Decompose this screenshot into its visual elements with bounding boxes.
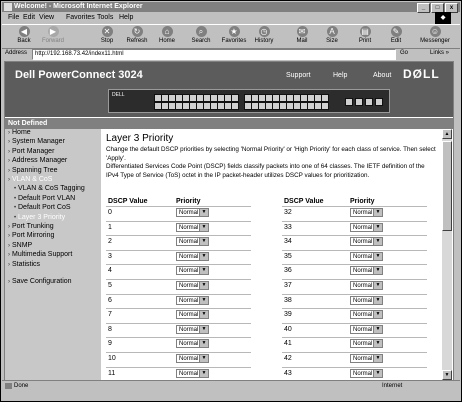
priority-select-value: Normal <box>179 370 199 377</box>
menu-edit[interactable]: Edit <box>23 14 36 21</box>
toolbar <box>2 24 460 49</box>
row-divider <box>106 221 251 222</box>
sidebar-item-label: Layer 3 Priority <box>18 213 66 221</box>
toolbar-stop-label: Stop <box>100 38 114 44</box>
address-label: Address <box>5 50 28 56</box>
priority-select-dscp-5[interactable] <box>176 281 209 290</box>
sidebar-item-label: Home <box>12 129 31 136</box>
priority-select-dscp-3[interactable] <box>176 252 209 261</box>
toolbar-edit-label: Edit <box>390 38 402 44</box>
sidebar-item-label: Default Port CoS <box>18 204 71 212</box>
menu-favorites[interactable]: Favorites <box>66 14 95 21</box>
toolbar-print-button[interactable] <box>348 26 382 44</box>
priority-select-dscp-39[interactable] <box>350 310 383 319</box>
sidebar-item-label: Save Configuration <box>12 278 72 285</box>
row-divider <box>282 323 427 324</box>
description-paragraph: Differentiated Services Code Point (DSCP) fields classify packets into one of 64 classes. The IETF definition of the IPv4 Type of Service (ToS) octet in the IP packet-header utilizes DSCP values for prioritization. <box>106 163 425 179</box>
row-divider <box>106 264 251 265</box>
row-divider <box>282 352 427 353</box>
toolbar-refresh-button[interactable] <box>120 26 154 44</box>
priority-select-value: Normal <box>353 341 373 348</box>
dscp-value: 7 <box>108 311 112 319</box>
dell-header <box>5 62 453 117</box>
toolbar-print-label: Print <box>358 38 372 44</box>
sidebar-item-label: Spanning Tree <box>12 166 58 174</box>
priority-select-value: Normal <box>179 341 199 348</box>
sidebar-item-vlan-cos[interactable] <box>8 176 52 183</box>
toolbar-favorites-label: Favorites <box>221 38 247 44</box>
chevron-down-icon[interactable]: ▼ <box>199 253 208 260</box>
priority-select-value: Normal <box>353 370 373 377</box>
sidebar-nav <box>5 129 101 380</box>
row-divider <box>106 323 251 324</box>
priority-select-value: Normal <box>353 239 373 246</box>
priority-select-value: Normal <box>179 253 199 260</box>
chevron-down-icon[interactable]: ▼ <box>373 282 382 289</box>
priority-select-dscp-35[interactable] <box>350 252 383 261</box>
sidebar-item-port-manager[interactable] <box>8 148 54 155</box>
priority-select-value: Normal <box>353 224 373 231</box>
edit-icon: ✎ <box>391 26 402 37</box>
dell-logo: DØLL <box>403 67 440 81</box>
toolbar-refresh-label: Refresh <box>126 38 148 44</box>
toolbar-back-label: Back <box>17 38 31 44</box>
priority-select-dscp-1[interactable] <box>176 223 209 232</box>
print-icon: ▤ <box>361 27 369 36</box>
chevron-down-icon[interactable]: ▼ <box>373 238 382 245</box>
chevron-down-icon[interactable]: ▼ <box>373 355 382 362</box>
toolbar-messenger-button[interactable] <box>418 26 452 44</box>
row-divider <box>282 206 427 207</box>
row-divider <box>282 235 427 236</box>
chevron-down-icon[interactable]: ▼ <box>199 340 208 347</box>
refresh-icon: ↻ <box>132 26 143 37</box>
bullet-icon: • <box>14 195 17 202</box>
switch-port <box>231 94 239 102</box>
sidebar-item-label: Multimedia Support <box>12 251 73 259</box>
toolbar-history-label: History <box>254 38 274 44</box>
sidebar-item-save-configuration[interactable] <box>8 278 72 285</box>
sidebar-item-snmp[interactable] <box>8 242 32 249</box>
sidebar-item-statistics[interactable] <box>8 261 40 268</box>
uplink-port <box>345 98 353 106</box>
nav-support-link[interactable]: Support <box>286 72 311 79</box>
search-icon: ⌕ <box>196 26 207 37</box>
priority-select-dscp-40[interactable] <box>350 325 383 334</box>
toolbar-messenger-label: Messenger <box>420 38 450 44</box>
minimize-button[interactable]: _ <box>417 3 430 13</box>
row-divider <box>282 221 427 222</box>
sidebar-item-address-manager[interactable] <box>8 157 67 164</box>
address-bar <box>2 48 460 60</box>
uplink-port <box>365 98 373 106</box>
page-title: Layer 3 Priority <box>106 133 174 144</box>
main-content <box>106 129 440 380</box>
sidebar-item-system-manager[interactable] <box>8 138 65 145</box>
priority-select-value: Normal <box>353 253 373 260</box>
priority-select-dscp-11[interactable] <box>176 369 209 378</box>
chevron-icon: › <box>8 233 10 240</box>
home-icon: ⌂ <box>162 26 173 37</box>
nav-about-link[interactable]: About <box>373 72 392 79</box>
chevron-down-icon[interactable]: ▼ <box>199 355 208 362</box>
chevron-down-icon[interactable]: ▼ <box>373 340 382 347</box>
priority-select-dscp-10[interactable] <box>176 354 209 363</box>
priority-select-value: Normal <box>353 326 373 333</box>
sidebar-item-default-port-vlan[interactable] <box>14 195 75 202</box>
forward-arrow-icon: ▶ <box>48 26 59 37</box>
priority-select-dscp-4[interactable] <box>176 266 209 275</box>
security-zone-label: Internet <box>382 383 403 389</box>
bullet-icon: • <box>14 214 17 221</box>
scroll-up-icon[interactable]: ▲ <box>442 129 452 139</box>
priority-select-value: Normal <box>353 297 373 304</box>
priority-column-header-right: Priority <box>350 198 375 205</box>
dscp-value: 38 <box>284 296 292 304</box>
menu-view[interactable]: View <box>39 14 55 21</box>
chevron-icon: › <box>8 177 10 183</box>
sidebar-item-port-trunking[interactable] <box>8 223 54 230</box>
priority-select-value: Normal <box>179 239 199 246</box>
priority-select-dscp-43[interactable] <box>350 369 383 378</box>
switch-port <box>321 102 329 110</box>
dscp-value: 1 <box>108 223 112 231</box>
priority-select-dscp-38[interactable] <box>350 296 383 305</box>
row-divider <box>282 279 427 280</box>
description-paragraph: Change the default DSCP priorities by selecting 'Normal Priority' or 'High Priority' for each class of service. Then select 'Apply'. <box>106 146 436 162</box>
dscp-value: 33 <box>284 223 292 231</box>
dscp-value: 35 <box>284 252 292 260</box>
priority-select-dscp-36[interactable] <box>350 266 383 275</box>
maximize-button[interactable]: □ <box>431 3 444 13</box>
toolbar-mail-label: Mail <box>296 38 308 44</box>
toolbar-forward-button[interactable] <box>36 26 70 44</box>
product-title: Dell PowerConnect 3024 <box>15 69 143 81</box>
row-divider <box>106 206 251 207</box>
chevron-icon: › <box>8 158 10 165</box>
menu-bar <box>2 13 460 23</box>
toolbar-forward-label: Forward <box>41 38 64 44</box>
priority-select-value: Normal <box>179 224 199 231</box>
priority-select-value: Normal <box>179 312 199 319</box>
history-icon: ◷ <box>259 26 270 37</box>
row-divider <box>106 308 251 309</box>
dscp-value: 6 <box>108 296 112 304</box>
sidebar-item-label: Port Trunking <box>12 223 54 230</box>
address-input[interactable]: http://192.168.73.42/index11.html <box>32 49 396 60</box>
system-status-bar: Not Defined <box>5 118 453 129</box>
switch-port <box>231 102 239 110</box>
window-title: Welcome! - Microsoft Internet Explorer <box>14 3 143 10</box>
priority-select-value: Normal <box>353 312 373 319</box>
sidebar-item-label: SNMP <box>12 241 33 249</box>
chevron-icon: › <box>8 279 10 285</box>
chevron-icon: › <box>8 224 10 230</box>
chevron-down-icon[interactable]: ▼ <box>373 370 382 377</box>
sidebar-item-multimedia-support[interactable] <box>8 251 72 258</box>
scroll-thumb[interactable] <box>442 141 452 231</box>
chevron-down-icon[interactable]: ▼ <box>373 224 382 231</box>
priority-select-dscp-9[interactable] <box>176 339 209 348</box>
dscp-value: 42 <box>284 355 292 362</box>
bullet-icon: • <box>14 205 17 212</box>
priority-select-dscp-6[interactable] <box>176 296 209 305</box>
row-divider <box>106 279 251 280</box>
go-button[interactable]: Go <box>400 50 409 56</box>
toolbar-mail-button[interactable] <box>285 26 319 44</box>
dscp-value: 34 <box>284 238 292 246</box>
toolbar-home-button[interactable] <box>150 26 184 44</box>
chevron-down-icon[interactable]: ▼ <box>199 238 208 245</box>
dscp-column-header-right: DSCP Value <box>284 198 324 205</box>
toolbar-search-button[interactable] <box>184 26 218 44</box>
sidebar-item-label: Default Port VLAN <box>18 194 76 202</box>
web-page <box>4 61 454 381</box>
priority-select-dscp-8[interactable] <box>176 325 209 334</box>
windows-logo-icon: ◆ <box>435 12 451 24</box>
dscp-value: 41 <box>284 340 292 348</box>
row-divider <box>106 294 251 295</box>
stop-icon: ✕ <box>102 26 113 37</box>
priority-select-dscp-32[interactable] <box>350 208 383 217</box>
row-divider <box>106 235 251 236</box>
toolbar-size-label: Size <box>326 38 338 44</box>
priority-select-dscp-41[interactable] <box>350 339 383 348</box>
messenger-icon: ☺ <box>430 27 440 36</box>
toolbar-size-button[interactable] <box>315 26 349 44</box>
switch-panel-image <box>108 89 390 113</box>
chevron-down-icon[interactable]: ▼ <box>373 253 382 260</box>
status-text: Done <box>14 383 29 389</box>
priority-select-dscp-7[interactable] <box>176 310 209 319</box>
sidebar-item-label: System Manager <box>12 138 65 146</box>
chevron-icon: › <box>8 252 10 259</box>
sidebar-item-label: Address Manager <box>12 157 68 165</box>
row-divider <box>106 352 251 353</box>
row-divider <box>106 367 251 368</box>
priority-select-dscp-2[interactable] <box>176 237 209 246</box>
dscp-value: 32 <box>284 209 292 216</box>
sidebar-item-label: VLAN & CoS <box>12 176 53 183</box>
switch-port <box>321 94 329 102</box>
menu-file[interactable]: File <box>8 14 20 21</box>
toolbar-search-label: Search <box>191 38 211 44</box>
dscp-value: 4 <box>108 267 112 275</box>
dscp-value: 11 <box>108 369 116 377</box>
row-divider <box>282 294 427 295</box>
priority-select-dscp-0[interactable] <box>176 208 209 217</box>
chevron-down-icon[interactable]: ▼ <box>199 267 208 274</box>
sidebar-item-label: Statistics <box>12 260 41 268</box>
row-divider <box>282 250 427 251</box>
sidebar-item-label: VLAN & CoS Tagging <box>18 185 85 193</box>
menu-help[interactable]: Help <box>119 14 134 21</box>
toolbar-history-button[interactable] <box>247 26 281 44</box>
priority-select-value: Normal <box>353 210 373 216</box>
dscp-value: 40 <box>284 325 292 333</box>
priority-select-dscp-42[interactable] <box>350 354 383 363</box>
chevron-icon: › <box>8 148 10 155</box>
scroll-down-icon[interactable]: ▼ <box>442 370 452 380</box>
close-button[interactable]: x <box>445 3 458 13</box>
bullet-icon: • <box>14 186 17 193</box>
dscp-value: 3 <box>108 252 112 260</box>
chevron-icon: › <box>8 139 10 146</box>
chevron-down-icon[interactable]: ▼ <box>199 282 208 289</box>
priority-select-value: Normal <box>353 268 373 275</box>
chevron-down-icon[interactable]: ▼ <box>199 297 208 304</box>
dscp-value: 0 <box>108 209 112 216</box>
sidebar-item-default-port-cos[interactable] <box>14 204 71 211</box>
title-bar <box>2 2 460 12</box>
priority-select-value: Normal <box>179 326 199 333</box>
sidebar-item-spanning-tree[interactable] <box>8 167 58 174</box>
priority-select-value: Normal <box>179 297 199 304</box>
chevron-down-icon[interactable]: ▼ <box>199 370 208 377</box>
sidebar-item-vlan-cos-tagging[interactable] <box>14 185 85 192</box>
dscp-value: 8 <box>108 325 112 333</box>
dscp-value: 2 <box>108 238 112 246</box>
priority-select-value: Normal <box>179 283 199 289</box>
priority-select-dscp-37[interactable] <box>350 281 383 290</box>
chevron-down-icon[interactable]: ▼ <box>373 297 382 304</box>
priority-select-value: Normal <box>179 268 199 275</box>
chevron-icon: › <box>8 167 10 174</box>
priority-select-value: Normal <box>179 356 199 362</box>
dscp-value: 5 <box>108 282 112 289</box>
ie-icon <box>4 3 12 11</box>
chevron-down-icon[interactable]: ▼ <box>373 311 382 318</box>
chevron-icon: › <box>8 261 10 268</box>
vertical-scrollbar[interactable] <box>442 129 452 380</box>
chevron-down-icon[interactable]: ▼ <box>373 209 382 216</box>
chevron-down-icon[interactable]: ▼ <box>199 326 208 333</box>
row-divider <box>282 367 427 368</box>
priority-select-dscp-34[interactable] <box>350 237 383 246</box>
sidebar-item-home[interactable] <box>8 129 31 136</box>
sidebar-item-port-mirroring[interactable] <box>8 232 54 239</box>
switch-brand-label: DELL <box>112 92 125 98</box>
chevron-down-icon[interactable]: ▼ <box>199 224 208 231</box>
priority-select-value: Normal <box>353 356 373 362</box>
menu-tools[interactable]: Tools <box>97 14 114 21</box>
chevron-down-icon[interactable]: ▼ <box>373 326 382 333</box>
dscp-column-header-left: DSCP Value <box>108 198 148 205</box>
status-bar <box>2 380 460 392</box>
uplink-port <box>355 98 363 106</box>
row-divider <box>106 337 251 338</box>
favorites-icon: ★ <box>230 27 238 36</box>
toolbar-edit-button[interactable] <box>379 26 413 44</box>
row-divider <box>282 337 427 338</box>
font-size-icon: A <box>327 26 338 37</box>
row-divider <box>106 250 251 251</box>
page-done-icon <box>5 383 12 389</box>
sidebar-item-label: Port Manager <box>12 147 55 155</box>
toolbar-home-label: Home <box>158 38 175 44</box>
mail-icon: ✉ <box>297 26 308 37</box>
chevron-down-icon[interactable]: ▼ <box>373 267 382 274</box>
priority-select-dscp-33[interactable] <box>350 223 383 232</box>
sidebar-item-layer-3-priority[interactable] <box>14 214 65 221</box>
row-divider <box>282 264 427 265</box>
toolbar-favorites-button[interactable] <box>217 26 251 44</box>
nav-help-link[interactable]: Help <box>333 72 348 79</box>
priority-select-value: Normal <box>179 210 199 216</box>
back-arrow-icon: ◀ <box>19 26 30 37</box>
chevron-down-icon[interactable]: ▼ <box>199 311 208 318</box>
dscp-value: 36 <box>284 267 292 275</box>
dscp-value: 39 <box>284 311 292 319</box>
dscp-value: 9 <box>108 340 112 348</box>
dscp-value: 37 <box>284 282 292 289</box>
dscp-value: 43 <box>284 369 292 377</box>
toolbar-stop-button[interactable] <box>90 26 124 44</box>
page-description <box>106 146 438 180</box>
row-divider <box>282 308 427 309</box>
sidebar-item-label: Port Mirroring <box>12 232 55 240</box>
dscp-value: 10 <box>108 355 116 362</box>
uplink-port <box>375 98 383 106</box>
chevron-icon: › <box>8 130 10 136</box>
chevron-icon: › <box>8 242 10 249</box>
chevron-down-icon[interactable]: ▼ <box>199 209 208 216</box>
priority-column-header-left: Priority <box>176 198 201 205</box>
links-button[interactable]: Links » <box>430 50 450 56</box>
priority-select-value: Normal <box>353 283 373 289</box>
